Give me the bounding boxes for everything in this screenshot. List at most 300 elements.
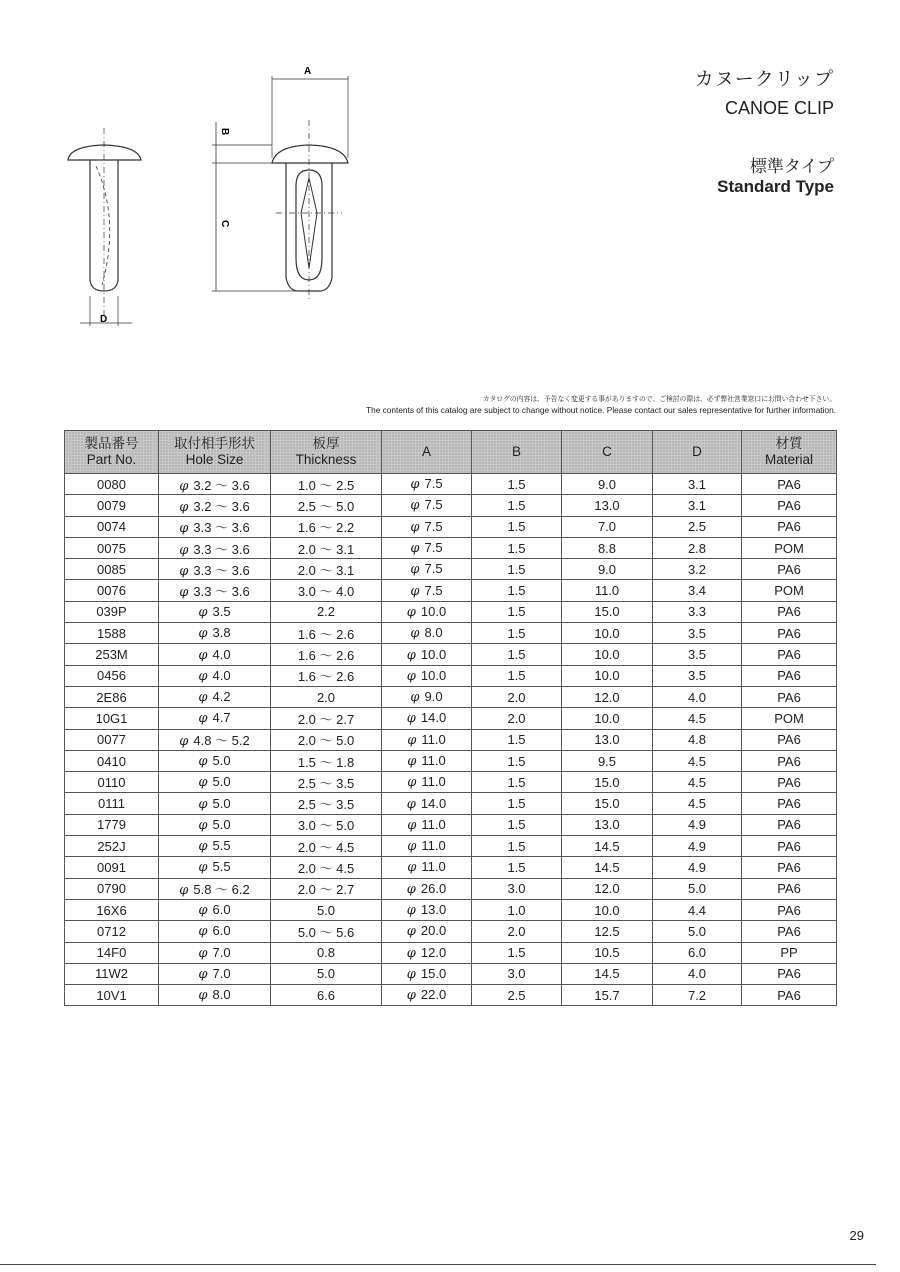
cell-value: 15.0 (594, 796, 620, 812)
cell-value: 3.4 (687, 583, 707, 599)
cell-dim-b (472, 495, 562, 516)
cell-value: 5.0 ～ 5.6 (297, 924, 355, 940)
phi-symbol: φ (198, 604, 208, 620)
cell-hole-size (159, 623, 271, 644)
dimension-label-b: B (219, 128, 230, 136)
cell-value: 4.5 (687, 796, 707, 812)
cell-part-no (65, 921, 159, 942)
page-number: 29 (849, 1228, 864, 1243)
cell-dim-c (562, 921, 653, 942)
notice-en: The contents of this catalog are subject to change without notice. Please contact our sales representative for further information. (366, 405, 836, 415)
cell-dim-c (562, 559, 653, 580)
cell-dim-a (382, 857, 472, 878)
cell-value: 11.0 (421, 731, 446, 747)
cell-value: 0076 (97, 583, 126, 599)
cell-value: 26.0 (420, 880, 447, 896)
phi-symbol: φ (179, 542, 189, 558)
cell-value: 14.5 (594, 966, 620, 982)
cell-value: 10.0 (594, 625, 620, 641)
cell-thickness (271, 559, 382, 580)
cell-dim-c (562, 857, 653, 878)
cell-value: 13.0 (420, 902, 447, 918)
header-hole-size: 取付相手形状 Hole Size (159, 431, 271, 474)
cell-value: 3.8 (212, 625, 231, 641)
cell-value: 4.9 (687, 817, 707, 833)
notice-jp: カタログの内容は、予告なく変更する事がありますので、ご検討の際は、必ず弊社営業窓口にお問い合わせ下さい。 (482, 395, 836, 403)
cell-value: PA6 (777, 497, 801, 513)
cell-material (742, 921, 837, 942)
cell-material (742, 537, 837, 558)
table-row (65, 623, 837, 644)
cell-thickness (271, 665, 382, 686)
cell-value: 1.5 (507, 796, 526, 812)
canoe-clip-drawing (0, 0, 900, 340)
cell-value: 2.0 (507, 923, 526, 939)
cell-dim-a (382, 495, 472, 516)
cell-value: 11.0 (421, 774, 446, 790)
cell-dim-c (562, 516, 653, 537)
cell-value: PA6 (777, 668, 801, 684)
cell-hole-size (159, 750, 271, 771)
cell-value: 1.6 ～ 2.6 (297, 626, 355, 642)
cell-value: 2.0 ～ 5.0 (297, 733, 355, 749)
cell-value: 1.5 ～ 1.8 (297, 754, 355, 770)
cell-value: 1.5 (507, 817, 526, 833)
cell-dim-b (472, 665, 562, 686)
phi-symbol: φ (410, 519, 420, 535)
cell-dim-a (382, 878, 472, 899)
cell-dim-a (382, 623, 472, 644)
cell-value: 14.5 (594, 859, 620, 875)
cell-hole-size (159, 665, 271, 686)
phi-symbol: φ (198, 860, 208, 876)
cell-dim-c (562, 708, 653, 729)
cell-dim-a (382, 559, 472, 580)
phi-symbol: φ (198, 754, 208, 769)
header-part-no: 製品番号 Part No. (65, 431, 159, 474)
cell-value: 11.0 (421, 838, 446, 854)
cell-value: 5.0 (687, 923, 707, 939)
cell-part-no (65, 559, 159, 580)
cell-value: 252J (97, 838, 126, 854)
cell-thickness (271, 836, 382, 857)
cell-value: 12.0 (420, 944, 447, 960)
cell-dim-b (472, 963, 562, 984)
phi-symbol: φ (410, 562, 420, 578)
cell-value: 7.5 (424, 518, 443, 534)
cell-dim-b (472, 857, 562, 878)
cell-dim-d (653, 963, 742, 984)
cell-value: 7.5 (424, 561, 443, 577)
phi-symbol: φ (406, 604, 416, 620)
cell-value: 16X6 (96, 902, 127, 918)
cell-value: 10.0 (420, 646, 447, 662)
product-title-en: CANOE CLIP (724, 98, 834, 118)
cell-part-no (65, 793, 159, 814)
cell-dim-b (472, 985, 562, 1006)
cell-value: PA6 (777, 561, 801, 577)
cell-value: 1.5 (507, 583, 526, 599)
cell-part-no (65, 474, 159, 495)
phi-symbol: φ (406, 668, 416, 684)
cell-value: 10.0 (594, 668, 620, 684)
cell-dim-b (472, 793, 562, 814)
phi-symbol: φ (179, 499, 189, 515)
cell-value: 7.5 (424, 497, 443, 513)
table-row (65, 857, 837, 878)
cell-dim-d (653, 537, 742, 558)
table-row (65, 516, 837, 537)
cell-material (742, 559, 837, 580)
cell-value: 11.0 (421, 753, 446, 768)
cell-value: 0712 (97, 923, 126, 939)
cell-part-no (65, 516, 159, 537)
phi-symbol: φ (410, 498, 420, 514)
cell-value: 5.8 ～ 6.2 (193, 882, 250, 898)
cell-value: 8.8 (597, 540, 617, 556)
cell-value: 3.0 (507, 881, 526, 897)
cell-part-no (65, 708, 159, 729)
cell-value: 1779 (97, 817, 126, 833)
cell-hole-size (159, 516, 271, 537)
cell-hole-size (159, 729, 271, 750)
cell-hole-size (159, 899, 271, 920)
header-d: D (653, 431, 742, 474)
cell-value: POM (774, 583, 804, 599)
side-view-head (68, 145, 141, 160)
cell-material (742, 729, 837, 750)
cell-value: 1.6 ～ 2.6 (297, 648, 355, 664)
phi-symbol: φ (198, 903, 208, 919)
cell-value: 2.0 ～ 4.5 (297, 860, 355, 876)
cell-dim-d (653, 878, 742, 899)
cell-value: 12.5 (594, 923, 620, 939)
cell-value: 0077 (97, 732, 126, 748)
cell-value: 3.0 ～ 5.0 (297, 818, 355, 834)
dimension-label-d: D (100, 314, 108, 325)
cell-dim-c (562, 686, 653, 707)
cell-part-no (65, 729, 159, 750)
phi-symbol: φ (179, 883, 189, 899)
cell-hole-size (159, 857, 271, 878)
phi-symbol: φ (198, 668, 208, 684)
cell-part-no (65, 942, 159, 963)
cell-dim-a (382, 750, 472, 771)
cell-value: 5.0 (316, 902, 336, 918)
cell-material (742, 708, 837, 729)
cell-value: PA6 (777, 689, 801, 705)
phi-symbol: φ (198, 924, 208, 940)
phi-symbol: φ (407, 775, 417, 791)
cell-value: 4.9 (687, 838, 707, 854)
phi-symbol: φ (198, 711, 208, 727)
phi-symbol: φ (410, 583, 420, 599)
cell-thickness (271, 857, 382, 878)
cell-value: 5.0 (212, 816, 231, 832)
cell-hole-size (159, 644, 271, 665)
cell-material (742, 963, 837, 984)
cell-dim-c (562, 814, 653, 835)
cell-value: 11.0 (594, 583, 620, 599)
cell-material (742, 899, 837, 920)
cell-dim-a (382, 516, 472, 537)
phi-symbol: φ (407, 754, 417, 769)
cell-dim-c (562, 665, 653, 686)
cell-dim-d (653, 750, 742, 771)
cell-thickness (271, 580, 382, 601)
cell-hole-size (159, 814, 271, 835)
phi-symbol: φ (410, 690, 420, 706)
cell-dim-c (562, 899, 653, 920)
header-c: C (562, 431, 653, 474)
cell-thickness (271, 963, 382, 984)
cell-value: 4.0 (212, 646, 231, 662)
phi-symbol: φ (198, 839, 208, 855)
cell-dim-d (653, 836, 742, 857)
cell-dim-d (653, 921, 742, 942)
cell-value: 7.0 (597, 519, 617, 535)
cell-value: 1.5 (507, 647, 526, 663)
cell-dim-a (382, 921, 472, 942)
cell-value: 1.5 (507, 625, 526, 641)
cell-value: 1.5 (507, 519, 526, 535)
cell-material (742, 836, 837, 857)
phi-symbol: φ (179, 734, 189, 750)
cell-value: 3.3 (687, 604, 707, 620)
cell-dim-c (562, 580, 653, 601)
cell-value: 10.0 (420, 603, 447, 619)
header-a: A (382, 431, 472, 474)
cell-thickness (271, 474, 382, 495)
phi-symbol: φ (406, 945, 416, 961)
cell-value: 4.0 (687, 689, 707, 705)
cell-value: 2.2 (316, 604, 336, 620)
table-row (65, 963, 837, 984)
cell-value: 14.0 (420, 710, 447, 726)
cell-value: 4.0 (687, 966, 707, 982)
cell-dim-c (562, 644, 653, 665)
cell-value: 5.0 (687, 881, 707, 897)
cell-value: 2E86 (96, 689, 127, 705)
cell-value: 1.6 ～ 2.6 (297, 669, 355, 685)
cell-dim-d (653, 601, 742, 622)
table-row (65, 899, 837, 920)
cell-thickness (271, 537, 382, 558)
cell-value: PA6 (777, 774, 801, 790)
cell-material (742, 516, 837, 537)
cell-dim-c (562, 601, 653, 622)
cell-value: 9.0 (424, 689, 443, 705)
table-row (65, 750, 837, 771)
cell-part-no (65, 495, 159, 516)
phi-symbol: φ (406, 711, 416, 727)
cell-dim-b (472, 942, 562, 963)
phi-symbol: φ (410, 541, 420, 557)
cell-value: 10.0 (594, 710, 620, 726)
phi-symbol: φ (179, 478, 189, 494)
cell-material (742, 623, 837, 644)
phi-symbol: φ (198, 945, 208, 961)
cell-thickness (271, 686, 382, 707)
cell-thickness (271, 516, 382, 537)
cell-value: 5.5 (212, 859, 231, 875)
cell-value: 13.0 (594, 732, 620, 748)
cell-value: 3.5 (687, 647, 707, 663)
phi-symbol: φ (198, 775, 208, 791)
cell-dim-d (653, 665, 742, 686)
cell-hole-size (159, 580, 271, 601)
cell-value: 2.8 (687, 540, 707, 556)
cell-hole-size (159, 878, 271, 899)
cell-dim-c (562, 729, 653, 750)
cell-thickness (271, 899, 382, 920)
cell-thickness (271, 878, 382, 899)
cell-dim-d (653, 857, 742, 878)
cell-value: 14.5 (594, 838, 620, 854)
cell-hole-size (159, 495, 271, 516)
cell-value: 253M (95, 647, 128, 663)
table-row (65, 495, 837, 516)
cell-value: 2.0 ～ 4.5 (297, 839, 355, 855)
table-row (65, 708, 837, 729)
cell-dim-d (653, 942, 742, 963)
cell-hole-size (159, 942, 271, 963)
cell-value: 1.0 ～ 2.5 (297, 477, 355, 493)
cell-dim-c (562, 793, 653, 814)
cell-value: 15.0 (594, 774, 620, 790)
cell-value: 1.5 (507, 753, 526, 769)
cell-thickness (271, 985, 382, 1006)
cell-material (742, 878, 837, 899)
cell-hole-size (159, 963, 271, 984)
cell-value: 2.0 (507, 689, 526, 705)
cell-value: PA6 (777, 902, 801, 918)
cell-value: 3.0 ～ 4.0 (297, 584, 355, 600)
cell-value: 3.2 ～ 3.6 (193, 477, 250, 493)
cell-part-no (65, 750, 159, 771)
cell-dim-b (472, 516, 562, 537)
cell-dim-b (472, 750, 562, 771)
cell-value: 15.0 (420, 965, 447, 981)
cell-value: PA6 (777, 519, 801, 535)
cell-material (742, 985, 837, 1006)
cell-value: 2.0 ～ 3.1 (297, 541, 355, 557)
cell-dim-c (562, 474, 653, 495)
cell-dim-c (562, 750, 653, 771)
table-row (65, 644, 837, 665)
cell-value: 15.7 (594, 987, 620, 1003)
cell-value: 0410 (97, 753, 126, 769)
cell-thickness (271, 729, 382, 750)
cell-dim-a (382, 942, 472, 963)
phi-symbol: φ (407, 839, 417, 855)
cell-dim-b (472, 644, 562, 665)
table-row (65, 772, 837, 793)
cell-part-no (65, 644, 159, 665)
header-material: 材質 Material (742, 431, 837, 474)
side-view-hidden-line (96, 166, 110, 285)
table-row (65, 665, 837, 686)
cell-value: POM (774, 540, 804, 556)
cell-dim-a (382, 708, 472, 729)
cell-value: 13.0 (594, 497, 620, 513)
cell-value: 1.5 (507, 859, 526, 875)
cell-dim-a (382, 537, 472, 558)
cell-value: 3.2 ～ 3.6 (193, 498, 250, 514)
cell-value: 0080 (97, 476, 126, 492)
cell-value: 0111 (98, 796, 125, 812)
cell-value: 1.5 (507, 497, 526, 513)
header-b: B (472, 431, 562, 474)
cell-value: 2.0 (507, 710, 526, 726)
table-row (65, 836, 837, 857)
cell-part-no (65, 836, 159, 857)
phi-symbol: φ (406, 988, 416, 1004)
cell-value: 3.5 (212, 603, 231, 619)
cell-value: 7.5 (424, 476, 443, 492)
phi-symbol: φ (406, 903, 416, 919)
table-row (65, 921, 837, 942)
cell-thickness (271, 495, 382, 516)
cell-part-no (65, 623, 159, 644)
cell-value: 1.5 (507, 774, 526, 790)
cell-value: 2.5 ～ 3.5 (297, 775, 355, 791)
cell-value: 2.5 (507, 987, 526, 1003)
cell-part-no (65, 857, 159, 878)
table-row (65, 878, 837, 899)
cell-value: 5.0 (212, 774, 231, 790)
cell-value: 7.2 (687, 987, 707, 1003)
cell-material (742, 793, 837, 814)
cell-value: 7.0 (212, 965, 231, 981)
table-body (65, 474, 837, 1006)
cell-value: 1.5 (507, 604, 526, 620)
cell-material (742, 772, 837, 793)
cell-value: 7.5 (424, 582, 443, 598)
cell-value: 20.0 (420, 923, 447, 939)
cell-dim-d (653, 623, 742, 644)
cell-material (742, 814, 837, 835)
cell-part-no (65, 580, 159, 601)
cell-value: PA6 (777, 796, 801, 812)
cell-value: 1588 (97, 625, 126, 641)
phi-symbol: φ (407, 817, 417, 833)
cell-value: PA6 (777, 753, 801, 769)
cell-value: 14F0 (96, 945, 127, 961)
cell-thickness (271, 942, 382, 963)
cell-hole-size (159, 601, 271, 622)
cell-dim-a (382, 836, 472, 857)
cell-dim-b (472, 814, 562, 835)
cell-value: 3.5 (687, 625, 707, 641)
cell-value: 039P (96, 604, 127, 620)
cell-material (742, 665, 837, 686)
cell-thickness (271, 601, 382, 622)
cell-dim-b (472, 899, 562, 920)
cell-hole-size (159, 537, 271, 558)
cell-value: PA6 (777, 987, 801, 1003)
cell-dim-b (472, 878, 562, 899)
cell-dim-d (653, 474, 742, 495)
cell-dim-d (653, 729, 742, 750)
cell-hole-size (159, 474, 271, 495)
cell-part-no (65, 899, 159, 920)
phi-symbol: φ (406, 647, 416, 663)
cell-value: 6.0 (212, 902, 231, 918)
cell-value: 4.5 (687, 774, 707, 790)
cell-value: 0074 (97, 519, 126, 535)
cell-material (742, 601, 837, 622)
